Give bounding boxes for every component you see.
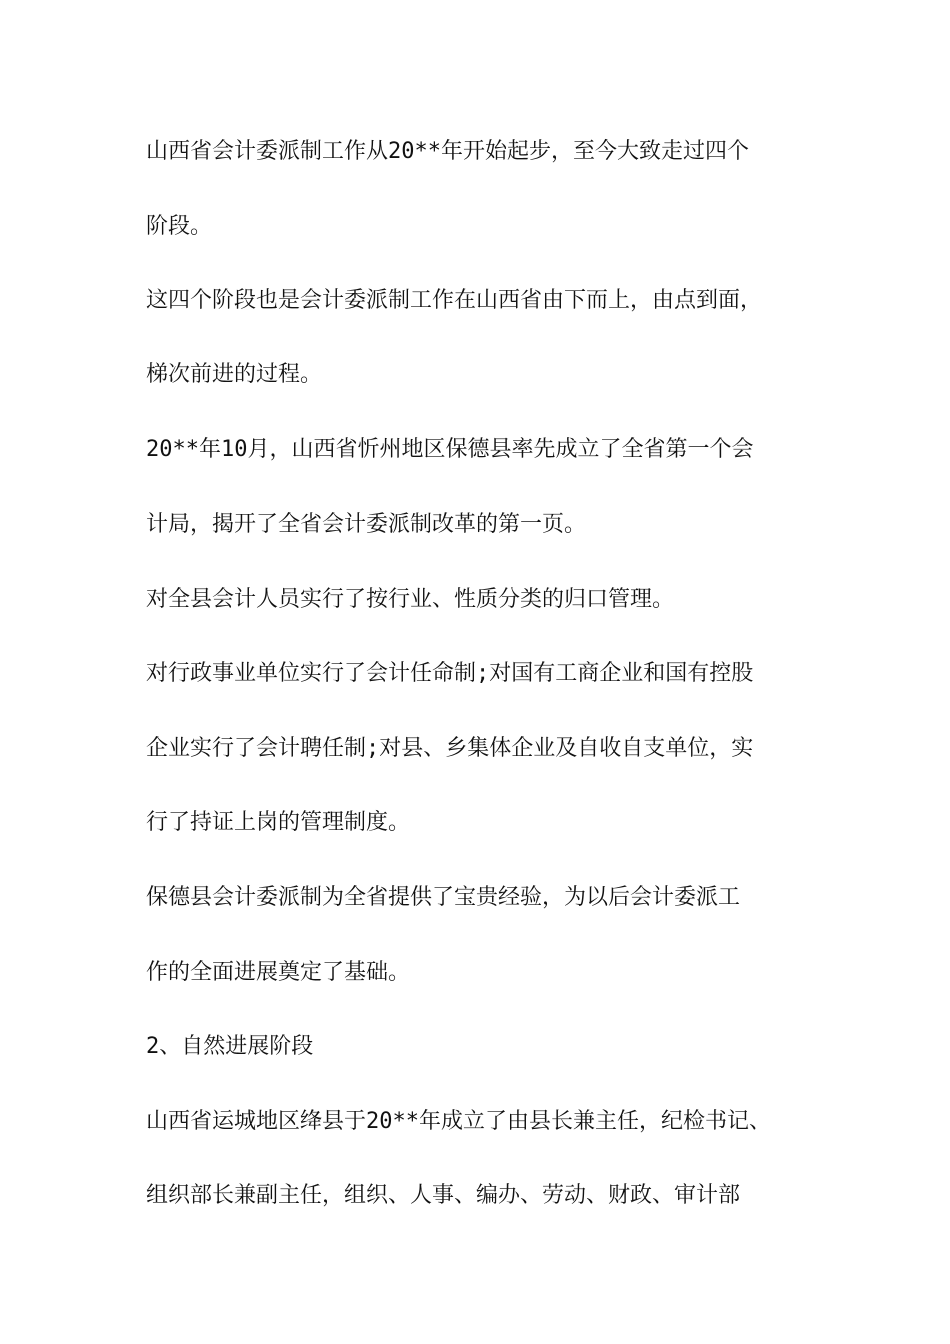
text-line: 保德县会计委派制为全省提供了宝贵经验，为以后会计委派工 [146, 885, 741, 910]
text-line: 企业实行了会计聘任制;对县、乡集体企业及自收自支单位，实 [146, 736, 754, 761]
text-line: 作的全面进展奠定了基础。 [146, 960, 411, 985]
text-line: 对行政事业单位实行了会计任命制;对国有工商企业和国有控股 [146, 661, 754, 686]
text-line: 梯次前进的过程。 [146, 362, 323, 387]
text-line: 组织部长兼副主任，组织、人事、编办、劳动、财政、审计部 [146, 1183, 741, 1208]
section-heading: 2、自然进展阶段 [146, 1034, 314, 1059]
text-line: 这四个阶段也是会计委派制工作在山西省由下而上，由点到面， [146, 288, 763, 313]
text-line: 20**年10月，山西省忻州地区保德县率先成立了全省第一个会 [146, 437, 754, 462]
text-line: 计局，揭开了全省会计委派制改革的第一页。 [146, 512, 587, 537]
text-line: 山西省运城地区绛县于20**年成立了由县长兼主任，纪检书记、 [146, 1109, 771, 1134]
text-line: 行了持证上岗的管理制度。 [146, 810, 411, 835]
text-line: 阶段。 [146, 214, 213, 239]
text-line: 对全县会计人员实行了按行业、性质分类的归口管理。 [146, 587, 675, 612]
text-line: 山西省会计委派制工作从20**年开始起步，至今大致走过四个 [146, 139, 749, 164]
